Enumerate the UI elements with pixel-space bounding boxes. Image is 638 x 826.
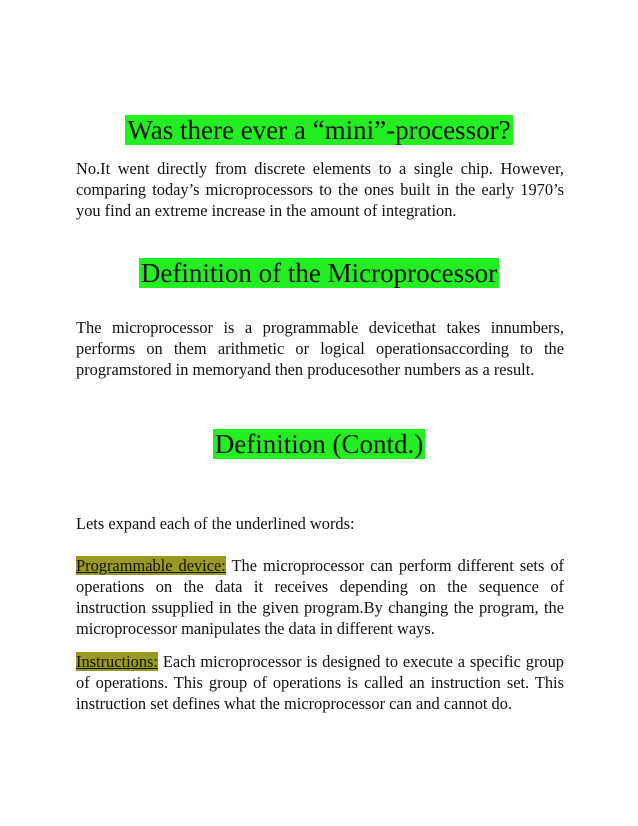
heading-mini-processor [0, 113, 638, 147]
heading-mini-processor-text: Was there ever a “mini”-processor? [127, 115, 511, 145]
paragraph-definition: The microprocessor is a programmable devicethat takes innumbers, performs on them arithmetic or logical operationsaccording to the programstored in memoryand then producesother numbers as a result. [76, 318, 564, 379]
paragraph-programmable-device [76, 555, 564, 639]
heading-definition-contd [0, 427, 638, 461]
heading-definition-contd-text: Definition (Contd.) [214, 429, 424, 459]
paragraph-mini-processor: No.It went directly from discrete elements to a single chip. However, comparing today’s microprocessors to the ones built in the early 1970’s you find an extreme increase in the amount of integration. [76, 159, 564, 220]
paragraph-intro: Lets expand each of the underlined words: [76, 514, 355, 533]
heading-definition-text: Definition of the Microprocessor [140, 258, 498, 288]
instructions-text: Each microprocessor is designed to execute a specific group of operations. This group of operations is called an instruction set. This instruction set defines what the microprocessor can and cannot do. [76, 652, 564, 713]
heading-definition [0, 256, 638, 290]
paragraph-instructions [76, 651, 564, 714]
programmable-device-text: The microprocessor can perform different sets of operations on the data it receives depending on the sequence of instruction ssupplied in the given program.By changing the program, the microprocessor manipulates the data in different ways. [76, 556, 564, 638]
term-programmable-device: Programmable device: [76, 556, 226, 575]
term-instructions: Instructions: [76, 652, 158, 671]
